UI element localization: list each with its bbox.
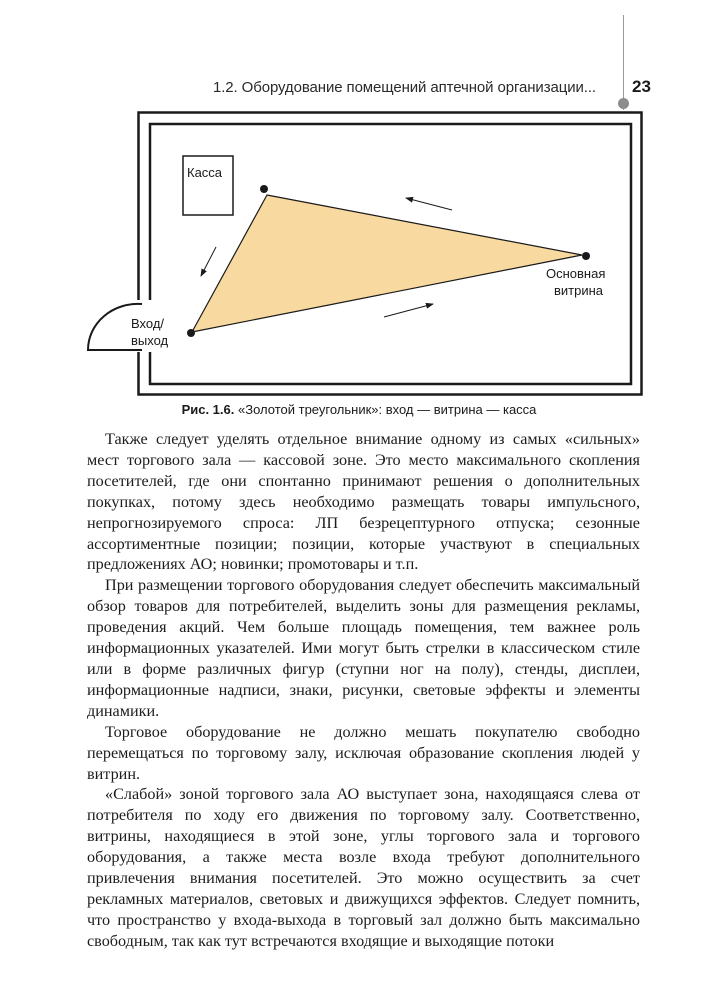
paragraph: При размещении торгового оборудования следует обеспечить максимальный обзор товаров для потребителей, выделить зоны для размещения рекламы, проведения акций. Чем больше площадь помещения, тем важнее роль информационных указателей. Ими могут быть стрелки в классическом стиле или в форме различных фигур (ступни ног на полу), стенды, дисплеи, информационные надписи, знаки, рисунки, световые эффекты и элементы динамики. — [87, 576, 640, 720]
caption-text: «Золотой треугольник»: вход — витрина — касса — [238, 402, 537, 417]
paragraph: Торговое оборудование не должно мешать покупателю свободно перемещаться по торговому залу, исключая образование скопления людей у витрин. — [87, 722, 640, 783]
body-text — [87, 429, 640, 952]
vertex-entrance — [187, 329, 195, 337]
showcase-label-line1: Основная — [546, 266, 606, 281]
entrance-label-line1: Вход/ — [131, 316, 165, 331]
paragraph: «Слабой» зоной торгового зала АО выступает зона, находящаяся слева от потребителя по ходу его движения по торговому залу. Соответственно, витрины, находящиеся в этой зоне, углы торгового зала и торгового оборудования, а также места возле входа требуют дополнительного привлечения внимания посетителей. Это можно осуществить за счет рекламных материалов, световых и движущихся эффектов. Следует помнить, что пространство у входа-выхода в торговый зал должно быть максимально свободным, так как тут встречаются входящие и выходящие потоки — [87, 785, 640, 950]
showcase-label-line2: витрина — [554, 283, 604, 298]
vertex-showcase — [582, 252, 590, 260]
figure-caption — [0, 402, 718, 417]
page-number: 23 — [632, 77, 651, 96]
paragraph: Также следует уделять отдельное внимание одному из самых «сильных» мест торгового зала — кассовой зоне. Это место максимального скопления посетителей, где они спонтанно принимают решения о дополнительных покупках, потому здесь необходимо размещать товары импульсного, непрогнозируемого спроса: ЛП безрецептурного отпуска; сезонные ассортиментные позиции; позиции, которые участвуют в специальных предложениях АО; новинки; промотовары и т.п. — [87, 430, 640, 574]
floor-plan-diagram — [0, 100, 718, 400]
caption-label: Рис. 1.6. — [181, 402, 235, 417]
entrance-label-line2: выход — [131, 333, 169, 348]
header-divider — [623, 15, 624, 110]
cashier-label: Касса — [187, 165, 223, 180]
vertex-cashier — [260, 185, 268, 193]
chapter-title: 1.2. Оборудование помещений аптечной организации... — [212, 79, 596, 96]
